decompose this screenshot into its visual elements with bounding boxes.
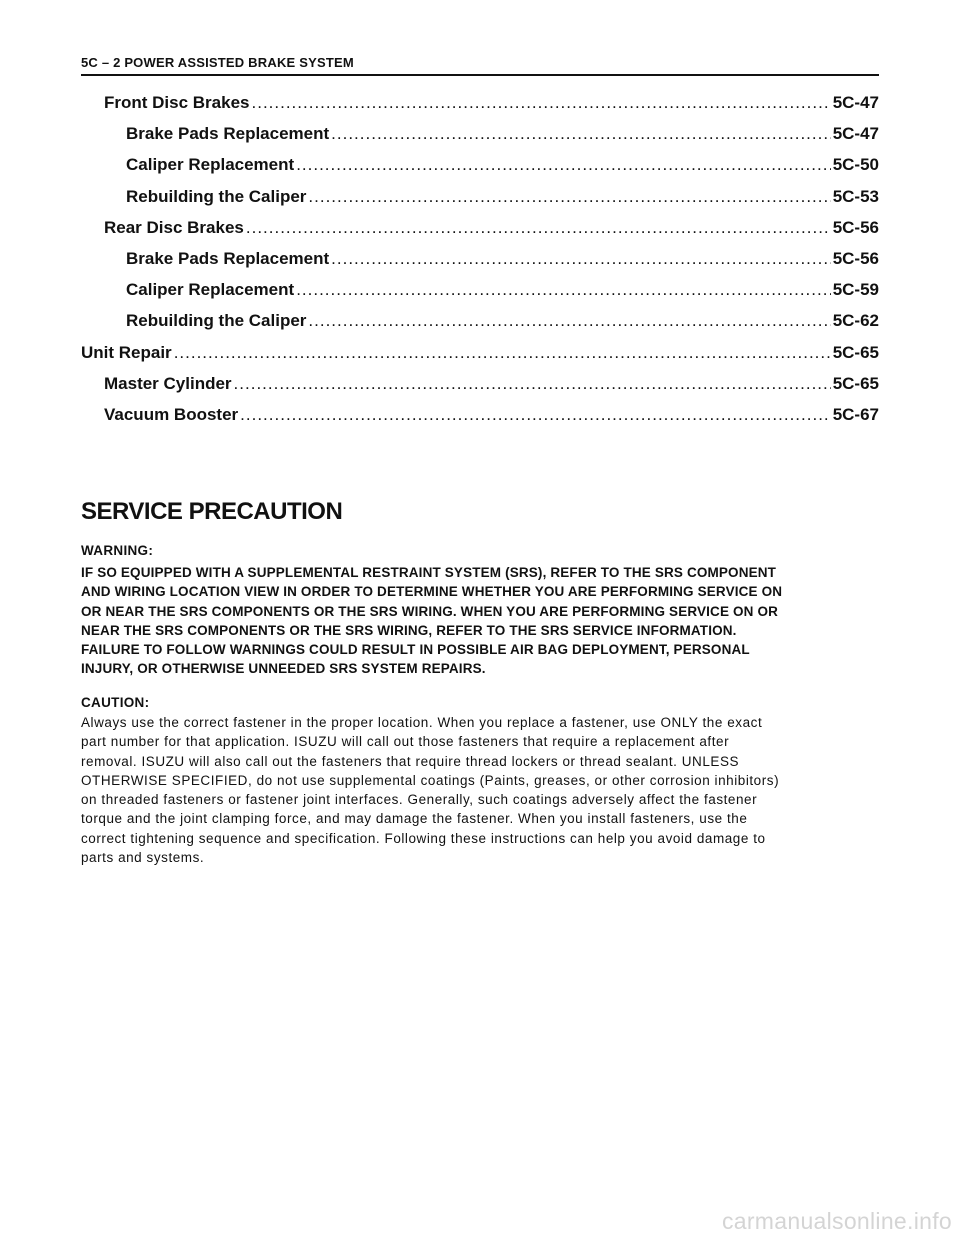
toc-entry-page: 5C-50	[832, 155, 879, 175]
caution-line: part number for that application. ISUZU will call out those fasteners that require a replacement after	[81, 734, 730, 750]
toc-leader-dots	[308, 187, 830, 207]
toc-entry-label: Brake Pads Replacement	[126, 249, 330, 268]
caution-line: parts and systems.	[81, 850, 205, 866]
toc-entry-label: Rebuilding the Caliper	[126, 186, 307, 206]
page-header: 5C – 2 POWER ASSISTED BRAKE SYSTEM	[81, 55, 879, 76]
caution-line: removal. ISUZU will also call out the fasteners that require thread lockers or thread sealant. UNLESS	[81, 753, 740, 769]
toc-entry	[104, 405, 879, 431]
toc-entry	[81, 343, 879, 369]
warning-body	[81, 563, 881, 679]
caution-line: Always use the correct fastener in the proper location. When you replace a fastener, use ONLY the exact	[81, 715, 763, 730]
warning-line: AND WIRING LOCATION VIEW IN ORDER TO DETERMINE WHETHER YOU ARE PERFORMING SERVICE ON	[81, 584, 783, 600]
warning-line: IF SO EQUIPPED WITH A SUPPLEMENTAL RESTRAINT SYSTEM (SRS), REFER TO THE SRS COMPONENT	[81, 565, 777, 580]
toc-leader-dots	[252, 93, 831, 113]
toc-entry-page: 5C-67	[832, 405, 879, 424]
caution-body	[81, 713, 881, 867]
toc-entry-label: Unit Repair	[81, 342, 172, 362]
toc-leader-dots	[246, 218, 831, 238]
toc-entry-label: Brake Pads Replacement	[126, 124, 330, 144]
toc-leader-dots	[234, 374, 831, 394]
toc-entry-page: 5C-53	[832, 186, 879, 206]
toc-entry	[126, 311, 879, 337]
toc-entry	[104, 218, 879, 244]
toc-leader-dots	[240, 405, 831, 425]
toc-entry-label: Caliper Replacement	[126, 155, 295, 175]
warning-line: NEAR THE SRS COMPONENTS OR THE SRS WIRING, REFER TO THE SRS SERVICE INFORMATION.	[81, 622, 737, 638]
warning-line: INJURY, OR OTHERWISE UNNEEDED SRS SYSTEM REPAIRS.	[81, 661, 486, 677]
warning-line: OR NEAR THE SRS COMPONENTS OR THE SRS WIRING. WHEN YOU ARE PERFORMING SERVICE ON OR	[81, 603, 779, 619]
toc-entry	[126, 249, 879, 275]
toc-entry-label: Caliper Replacement	[126, 280, 295, 300]
toc-entry-page: 5C-56	[832, 217, 879, 237]
toc-leader-dots	[331, 249, 831, 269]
watermark-text: carmanualsonline.info	[721, 1208, 952, 1234]
toc-entry	[104, 374, 879, 400]
toc-entry-page: 5C-59	[832, 280, 879, 300]
toc-entry-page: 5C-56	[832, 249, 879, 268]
toc-entry	[104, 93, 879, 119]
toc-leader-dots	[331, 124, 831, 144]
toc-entry-label: Vacuum Booster	[104, 405, 239, 424]
toc-entry-page: 5C-65	[832, 342, 879, 362]
toc-entry-page: 5C-65	[832, 373, 879, 393]
toc-entry-page: 5C-47	[832, 124, 879, 144]
toc-entry-page: 5C-47	[832, 93, 879, 112]
toc-entry	[126, 124, 879, 150]
warning-line: FAILURE TO FOLLOW WARNINGS COULD RESULT IN POSSIBLE AIR BAG DEPLOYMENT, PERSONAL	[81, 642, 750, 658]
toc-leader-dots	[296, 155, 831, 175]
toc-entry	[126, 280, 879, 306]
toc-entry-label: Rear Disc Brakes	[104, 217, 244, 237]
caution-title: CAUTION:	[81, 695, 150, 710]
toc-leader-dots	[174, 343, 831, 363]
caution-line: torque and the joint clamping force, and may damage the fastener. When you install fasteners, use the	[81, 811, 748, 827]
toc-leader-dots	[308, 311, 830, 331]
caution-line: on threaded fasteners or fastener joint interfaces. Generally, such coatings adversely affect the fastener	[81, 792, 758, 808]
toc-entry-label: Front Disc Brakes	[104, 93, 250, 112]
toc-leader-dots	[296, 280, 831, 300]
toc-entry-label: Rebuilding the Caliper	[126, 311, 307, 331]
toc-entry	[126, 155, 879, 181]
warning-title: WARNING:	[81, 543, 154, 558]
toc-entry-label: Master Cylinder	[104, 373, 232, 393]
section-title: SERVICE PRECAUTION	[81, 498, 343, 525]
caution-line: OTHERWISE SPECIFIED, do not use supplemental coatings (Paints, greases, or other corrosion inhibitors)	[81, 772, 780, 788]
caution-line: correct tightening sequence and specification. Following these instructions can help you avoid damage to	[81, 830, 766, 846]
toc-entry	[126, 187, 879, 213]
toc-entry-page: 5C-62	[832, 311, 879, 331]
